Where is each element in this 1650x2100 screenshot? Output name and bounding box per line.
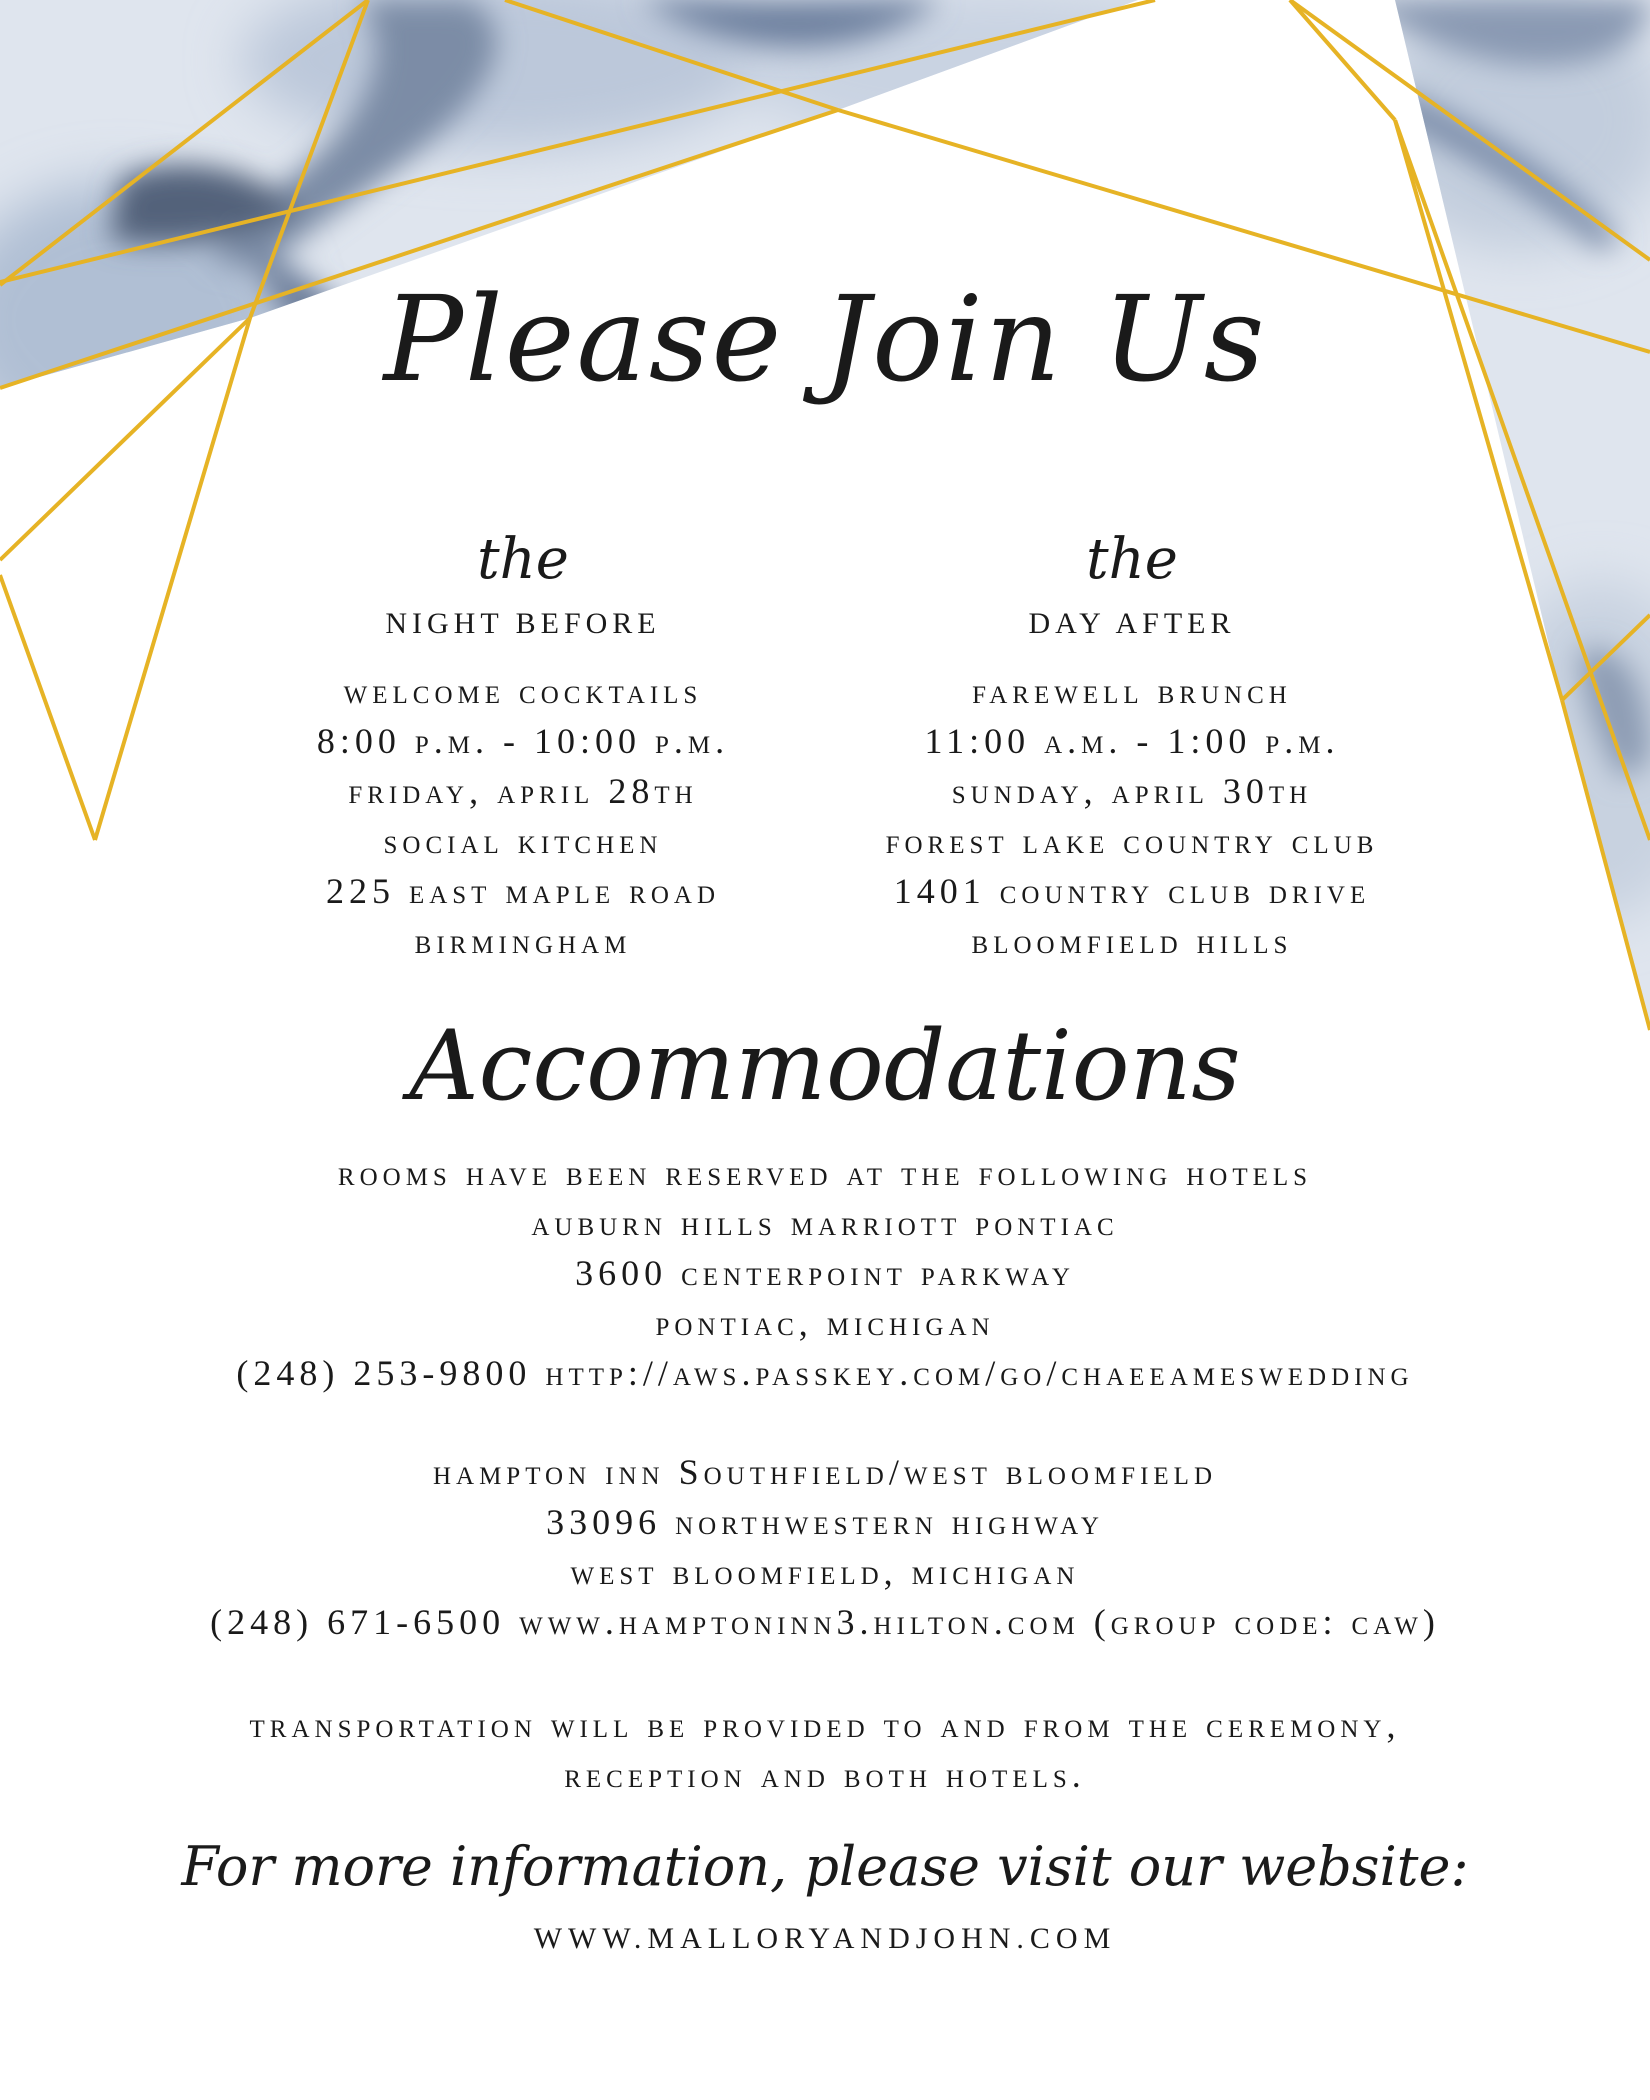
hotel-address: 3600 centerpoint parkway xyxy=(575,1253,1075,1293)
event-detail-line: welcome cocktails xyxy=(343,671,703,711)
event-detail-line: birmingham xyxy=(414,921,632,961)
event-detail-line: 11:00 a.m. - 1:00 p.m. xyxy=(924,721,1340,761)
event-detail-line: farewell brunch xyxy=(972,671,1292,711)
night-before-prefix: the xyxy=(477,527,569,592)
accommodations-heading: Accommodations xyxy=(409,1010,1241,1122)
event-detail-line: sunday, april 30th xyxy=(951,771,1313,811)
event-detail-line: 225 east maple road xyxy=(325,871,721,911)
event-detail-line: forest lake country club xyxy=(885,821,1379,861)
event-detail-line: social kitchen xyxy=(383,821,663,861)
hotel-hampton-block xyxy=(0,1447,1650,1647)
hotel-contact: (248) 671-6500 www.hamptoninn3.hilton.com (group code: caw) xyxy=(210,1602,1440,1642)
transportation-line: reception and both hotels. xyxy=(564,1755,1086,1795)
transportation-line: transportation will be provided to and from the ceremony, xyxy=(249,1705,1401,1745)
day-after-prefix: the xyxy=(1086,527,1178,592)
hotel-name: hampton inn Southfield/west bloomfield xyxy=(432,1452,1218,1492)
accommodations-intro-text: rooms have been reserved at the following hotels xyxy=(337,1153,1313,1193)
event-detail-line: 8:00 p.m. - 10:00 p.m. xyxy=(316,721,730,761)
website-url: WWW.MALLORYANDJOHN.COM xyxy=(533,1922,1117,1955)
day-after-details xyxy=(852,666,1412,966)
hotel-city: west bloomfield, michigan xyxy=(570,1552,1080,1592)
night-before-section xyxy=(243,525,803,966)
page-title: Please Join Us xyxy=(383,270,1267,408)
night-before-details xyxy=(243,666,803,966)
transportation-note xyxy=(0,1700,1650,1800)
event-detail-line: bloomfield hills xyxy=(971,921,1293,961)
night-before-heading: NIGHT BEFORE xyxy=(385,607,661,640)
hotel-name: auburn hills marriott pontiac xyxy=(531,1203,1119,1243)
hotel-address: 33096 northwestern highway xyxy=(546,1502,1104,1542)
more-info-text: For more information, please visit our website: xyxy=(181,1835,1469,1898)
accommodations-intro xyxy=(0,1148,1650,1198)
day-after-section xyxy=(852,525,1412,966)
event-detail-line: 1401 country club drive xyxy=(893,871,1371,911)
hotel-marriott-block xyxy=(0,1198,1650,1398)
hotel-contact: (248) 253-9800 http://aws.passkey.com/go/chaeeameswedding xyxy=(236,1353,1414,1393)
hotel-city: pontiac, michigan xyxy=(655,1303,995,1343)
day-after-heading: DAY AFTER xyxy=(1028,607,1236,640)
event-detail-line: friday, april 28th xyxy=(348,771,698,811)
